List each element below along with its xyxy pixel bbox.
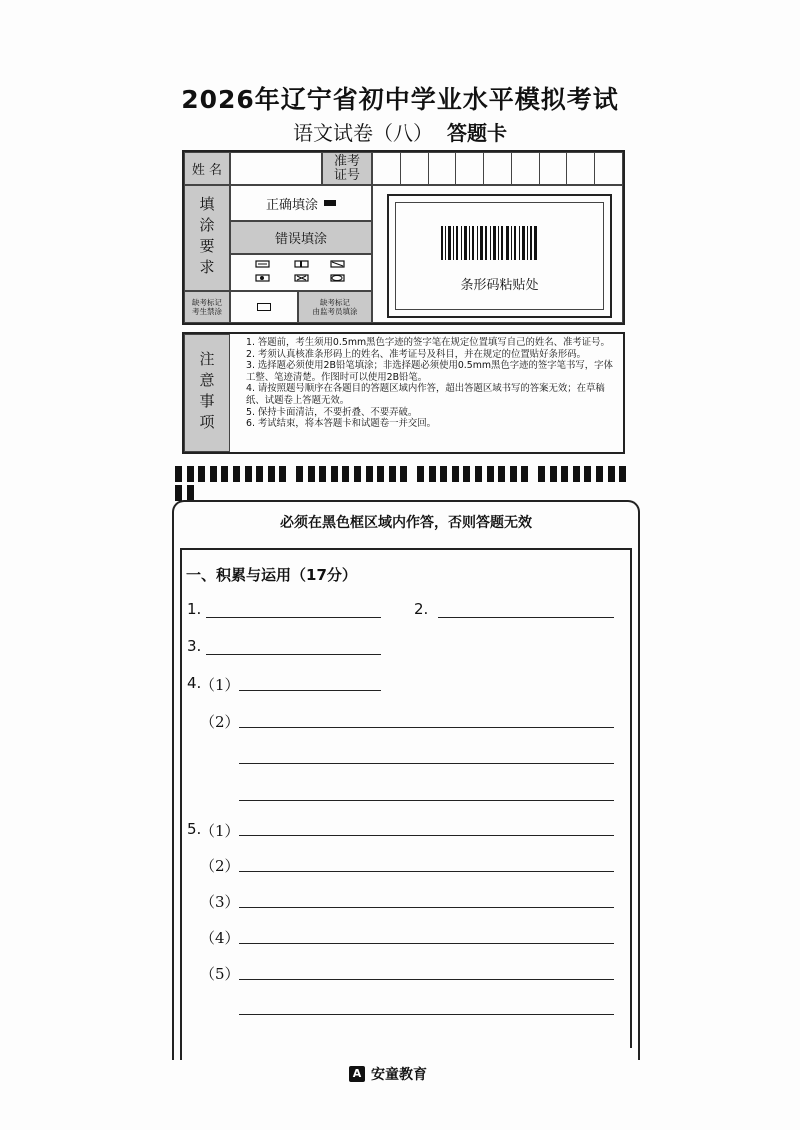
exam-title: 2026年辽宁省初中学业水平模拟考试 <box>181 85 619 114</box>
absent-proctor-label-cell <box>298 291 372 323</box>
q4-sub2-answer-line[interactable] <box>239 800 614 801</box>
wrong-mark-examples-icon <box>231 255 371 290</box>
q5-sub3-label: （3） <box>200 893 240 911</box>
fill-requirement-label-cell <box>184 185 230 291</box>
notice-item: 5. 保持卡面清洁，不要折叠、不要弄破。 <box>246 406 418 418</box>
q5-sub5-label: （5） <box>200 965 240 983</box>
correct-fill-cell <box>230 185 372 221</box>
barcode-label: 条形码粘贴处 <box>460 278 539 293</box>
exam-id-label: 准考 证号 <box>333 153 360 183</box>
subtitle-paper: 语文试卷（八） <box>293 121 433 145</box>
q4-number: 4. <box>187 674 202 692</box>
barcode-area <box>372 185 623 323</box>
q5-sub1-answer-line[interactable] <box>239 835 614 836</box>
perforation-strip <box>175 466 638 482</box>
notice-list <box>234 337 620 430</box>
notice-item: 6. 考试结束，将本答题卡和试题卷一并交回。 <box>246 418 437 430</box>
q5-sub5-answer-line[interactable] <box>239 1014 614 1015</box>
q5-sub2-answer-line[interactable] <box>239 871 614 872</box>
correct-fill-label: 正确填涂 <box>265 197 318 213</box>
q5-sub2-label: （2） <box>200 857 240 875</box>
absent-student-label: 缺考标记 考生禁涂 <box>192 298 222 316</box>
q4-sub2-answer-line[interactable] <box>239 727 614 728</box>
name-label: 姓 名 <box>191 163 223 178</box>
notice-label-cell <box>184 334 230 452</box>
exam-subtitle <box>0 117 800 146</box>
name-label-cell <box>184 152 230 185</box>
q1-number: 1. <box>187 600 202 618</box>
q5-number: 5. <box>187 820 202 838</box>
notice-label: 注意事项 <box>197 351 216 435</box>
absent-mark-box[interactable] <box>257 303 271 311</box>
q4-sub1-label: （1） <box>200 676 240 694</box>
filled-mark-icon <box>324 200 336 206</box>
answer-region <box>180 548 632 1060</box>
absent-mark-cell[interactable] <box>230 291 298 323</box>
q5-sub5-answer-line[interactable] <box>239 979 614 980</box>
answer-warning: 必须在黑色框区域内作答，否则答题无效 <box>280 515 532 531</box>
q5-sub3-answer-line[interactable] <box>239 907 614 908</box>
q2-number: 2. <box>414 600 429 618</box>
notice-item: 1. 答题前，考生须用0.5mm黑色字迹的签字笔在规定位置填写自己的姓名、准考证号。 <box>246 337 610 348</box>
wrong-fill-examples <box>230 254 372 291</box>
barcode-frame <box>387 194 612 318</box>
barcode-icon <box>439 226 549 266</box>
q5-sub4-answer-line[interactable] <box>239 943 614 944</box>
notice-item: 3. 选择题必须使用2B铅笔填涂；非选择题必须使用0.5mm黑色字迹的签字笔书写，字体工整、笔迹清楚。作图时可以使用2B铅笔。 <box>246 360 613 383</box>
notice-item: 2. 考须认真核准条形码上的姓名、准考证号及科目，并在规定的位置贴好条形码。 <box>246 348 587 360</box>
name-field[interactable] <box>230 152 322 185</box>
notice-item: 4. 请按照题号顺序在各题目的答题区域内作答，超出答题区域书写的答案无效；在草稿纸、试题卷上答题无效。 <box>246 383 605 406</box>
exam-id-label-cell <box>322 152 372 185</box>
brand-name: 安童教育 <box>371 1067 427 1083</box>
fill-requirement-label: 填涂要求 <box>197 196 216 280</box>
q3-answer-line[interactable] <box>206 654 381 655</box>
q3-number: 3. <box>187 637 202 655</box>
q4-sub1-answer-line[interactable] <box>239 690 381 691</box>
brand-logo-icon: A <box>349 1066 365 1082</box>
wrong-fill-label: 错误填涂 <box>274 232 327 247</box>
absent-proctor-label: 缺考标记 由监考员填涂 <box>312 298 358 316</box>
q4-sub2-answer-line[interactable] <box>239 763 614 764</box>
section-title: 一、积累与运用（17分） <box>186 566 357 584</box>
subtitle-answer-card: 答题卡 <box>447 121 507 145</box>
exam-id-boxes[interactable] <box>372 152 623 185</box>
q5-sub1-label: （1） <box>200 822 240 840</box>
student-info-box <box>182 150 625 325</box>
wrong-fill-cell <box>230 221 372 254</box>
absent-student-label-cell <box>184 291 230 323</box>
q2-answer-line[interactable] <box>438 617 614 618</box>
q4-sub2-label: （2） <box>200 713 240 731</box>
q1-answer-line[interactable] <box>206 617 381 618</box>
notice-box <box>182 332 625 454</box>
footer-brand <box>349 1064 427 1084</box>
q5-sub4-label: （4） <box>200 929 240 947</box>
